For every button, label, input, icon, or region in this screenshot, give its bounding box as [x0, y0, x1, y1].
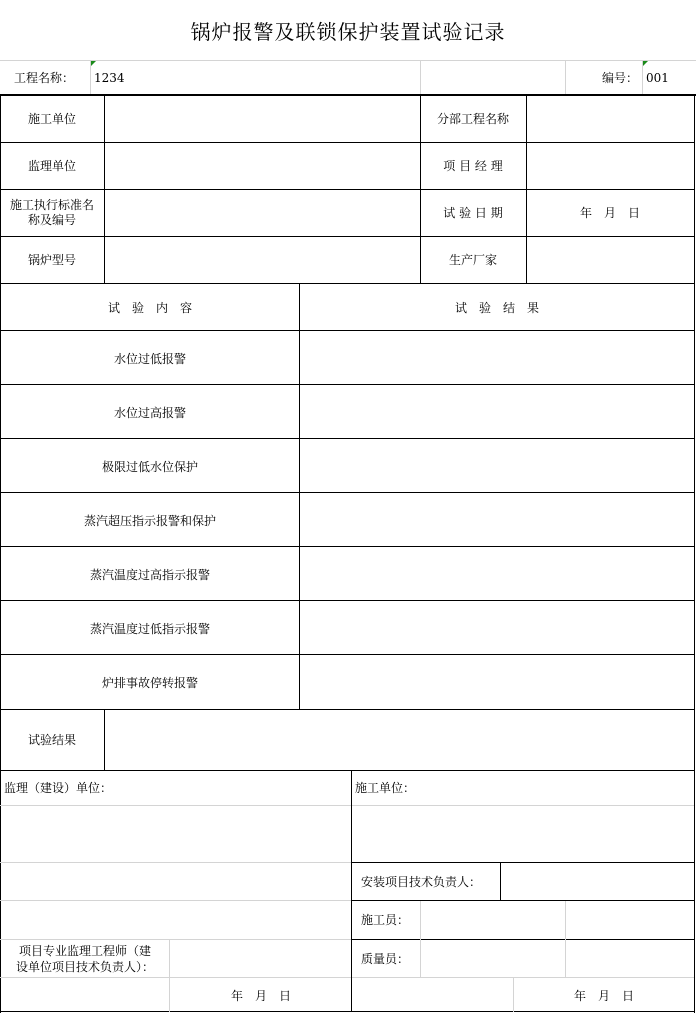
number-label: 编号：	[602, 71, 639, 85]
header-divider	[565, 60, 566, 95]
row-line	[0, 330, 695, 331]
supervision-unit-sign-label: 监理（建设）单位：	[4, 781, 113, 795]
date-left[interactable]: 年 月 日	[230, 989, 292, 1003]
test-item: 蒸汽温度过低指示报警	[89, 622, 211, 636]
test-item: 极限过低水位保护	[101, 460, 199, 474]
test-item: 蒸汽超压指示报警和保护	[83, 514, 217, 528]
test-content-header: 试 验 内 容	[107, 301, 193, 315]
row-line	[0, 438, 695, 439]
boiler-model-label: 锅炉型号	[27, 253, 77, 267]
conclusion-label: 试验结果	[27, 733, 77, 747]
construction-unit-label: 施工单位	[27, 112, 77, 126]
table-bottom-border	[0, 1011, 695, 1012]
comment-marker	[643, 61, 648, 66]
table-left-border	[0, 95, 1, 1013]
grid-line	[0, 805, 351, 806]
grid-line	[513, 978, 514, 1012]
standard-label-line2: 称及编号	[27, 213, 77, 227]
col-line	[420, 95, 421, 283]
row-line	[0, 492, 695, 493]
supervising-engineer-label-line2: 设单位项目技术负责人）：	[15, 960, 155, 974]
row-line	[352, 939, 694, 940]
row-line	[0, 283, 695, 284]
sub-project-name-label: 分部工程名称	[436, 112, 510, 126]
col-line	[299, 284, 300, 709]
comment-marker	[91, 61, 96, 66]
col-line	[104, 710, 105, 770]
row-line	[352, 900, 694, 901]
project-manager-label: 项 目 经 理	[443, 159, 503, 173]
grid-line	[0, 939, 351, 940]
row-line	[0, 384, 695, 385]
number-value[interactable]: 001	[646, 71, 669, 85]
page-title: 锅炉报警及联锁保护装置试验记录	[190, 20, 506, 44]
row-line	[0, 770, 695, 771]
standard-label-line1: 施工执行标准名	[9, 198, 95, 212]
row-line	[0, 546, 695, 547]
header-divider	[420, 60, 421, 95]
supervision-unit-label: 监理单位	[27, 159, 77, 173]
header-row-top	[0, 60, 696, 61]
col-line	[500, 863, 501, 900]
row-line	[352, 862, 694, 863]
construction-unit-sign-label: 施工单位：	[355, 781, 416, 795]
test-item: 炉排事故停转报警	[101, 676, 199, 690]
table-right-border	[694, 95, 695, 1013]
grid-line	[352, 805, 694, 806]
test-date-label: 试 验 日 期	[443, 206, 503, 220]
row-line	[0, 600, 695, 601]
supervising-engineer-label-line1: 项目专业监理工程师（建	[18, 944, 152, 958]
grid-line	[565, 901, 566, 977]
grid-line	[352, 977, 694, 978]
project-name-value[interactable]: 1234	[94, 71, 125, 85]
grid-line	[169, 939, 170, 1012]
manufacturer-label: 生产厂家	[448, 253, 498, 267]
col-line	[351, 771, 352, 1012]
install-tech-lead-label: 安装项目技术负责人：	[361, 875, 482, 889]
test-item: 水位过高报警	[113, 406, 187, 420]
quality-inspector-label: 质量员：	[361, 952, 410, 966]
test-date-value[interactable]: 年 月 日	[579, 206, 641, 220]
col-line	[104, 95, 105, 283]
project-name-label: 工程名称：	[14, 71, 75, 85]
row-line	[0, 654, 695, 655]
grid-line	[420, 901, 421, 977]
date-right[interactable]: 年 月 日	[573, 989, 635, 1003]
test-result-header: 试 验 结 果	[454, 301, 540, 315]
grid-line	[0, 862, 351, 863]
grid-line	[0, 900, 351, 901]
constructor-label: 施工员：	[361, 913, 410, 927]
grid-line	[0, 977, 351, 978]
test-item: 水位过低报警	[113, 352, 187, 366]
col-line	[526, 95, 527, 283]
test-item: 蒸汽温度过高指示报警	[89, 568, 211, 582]
